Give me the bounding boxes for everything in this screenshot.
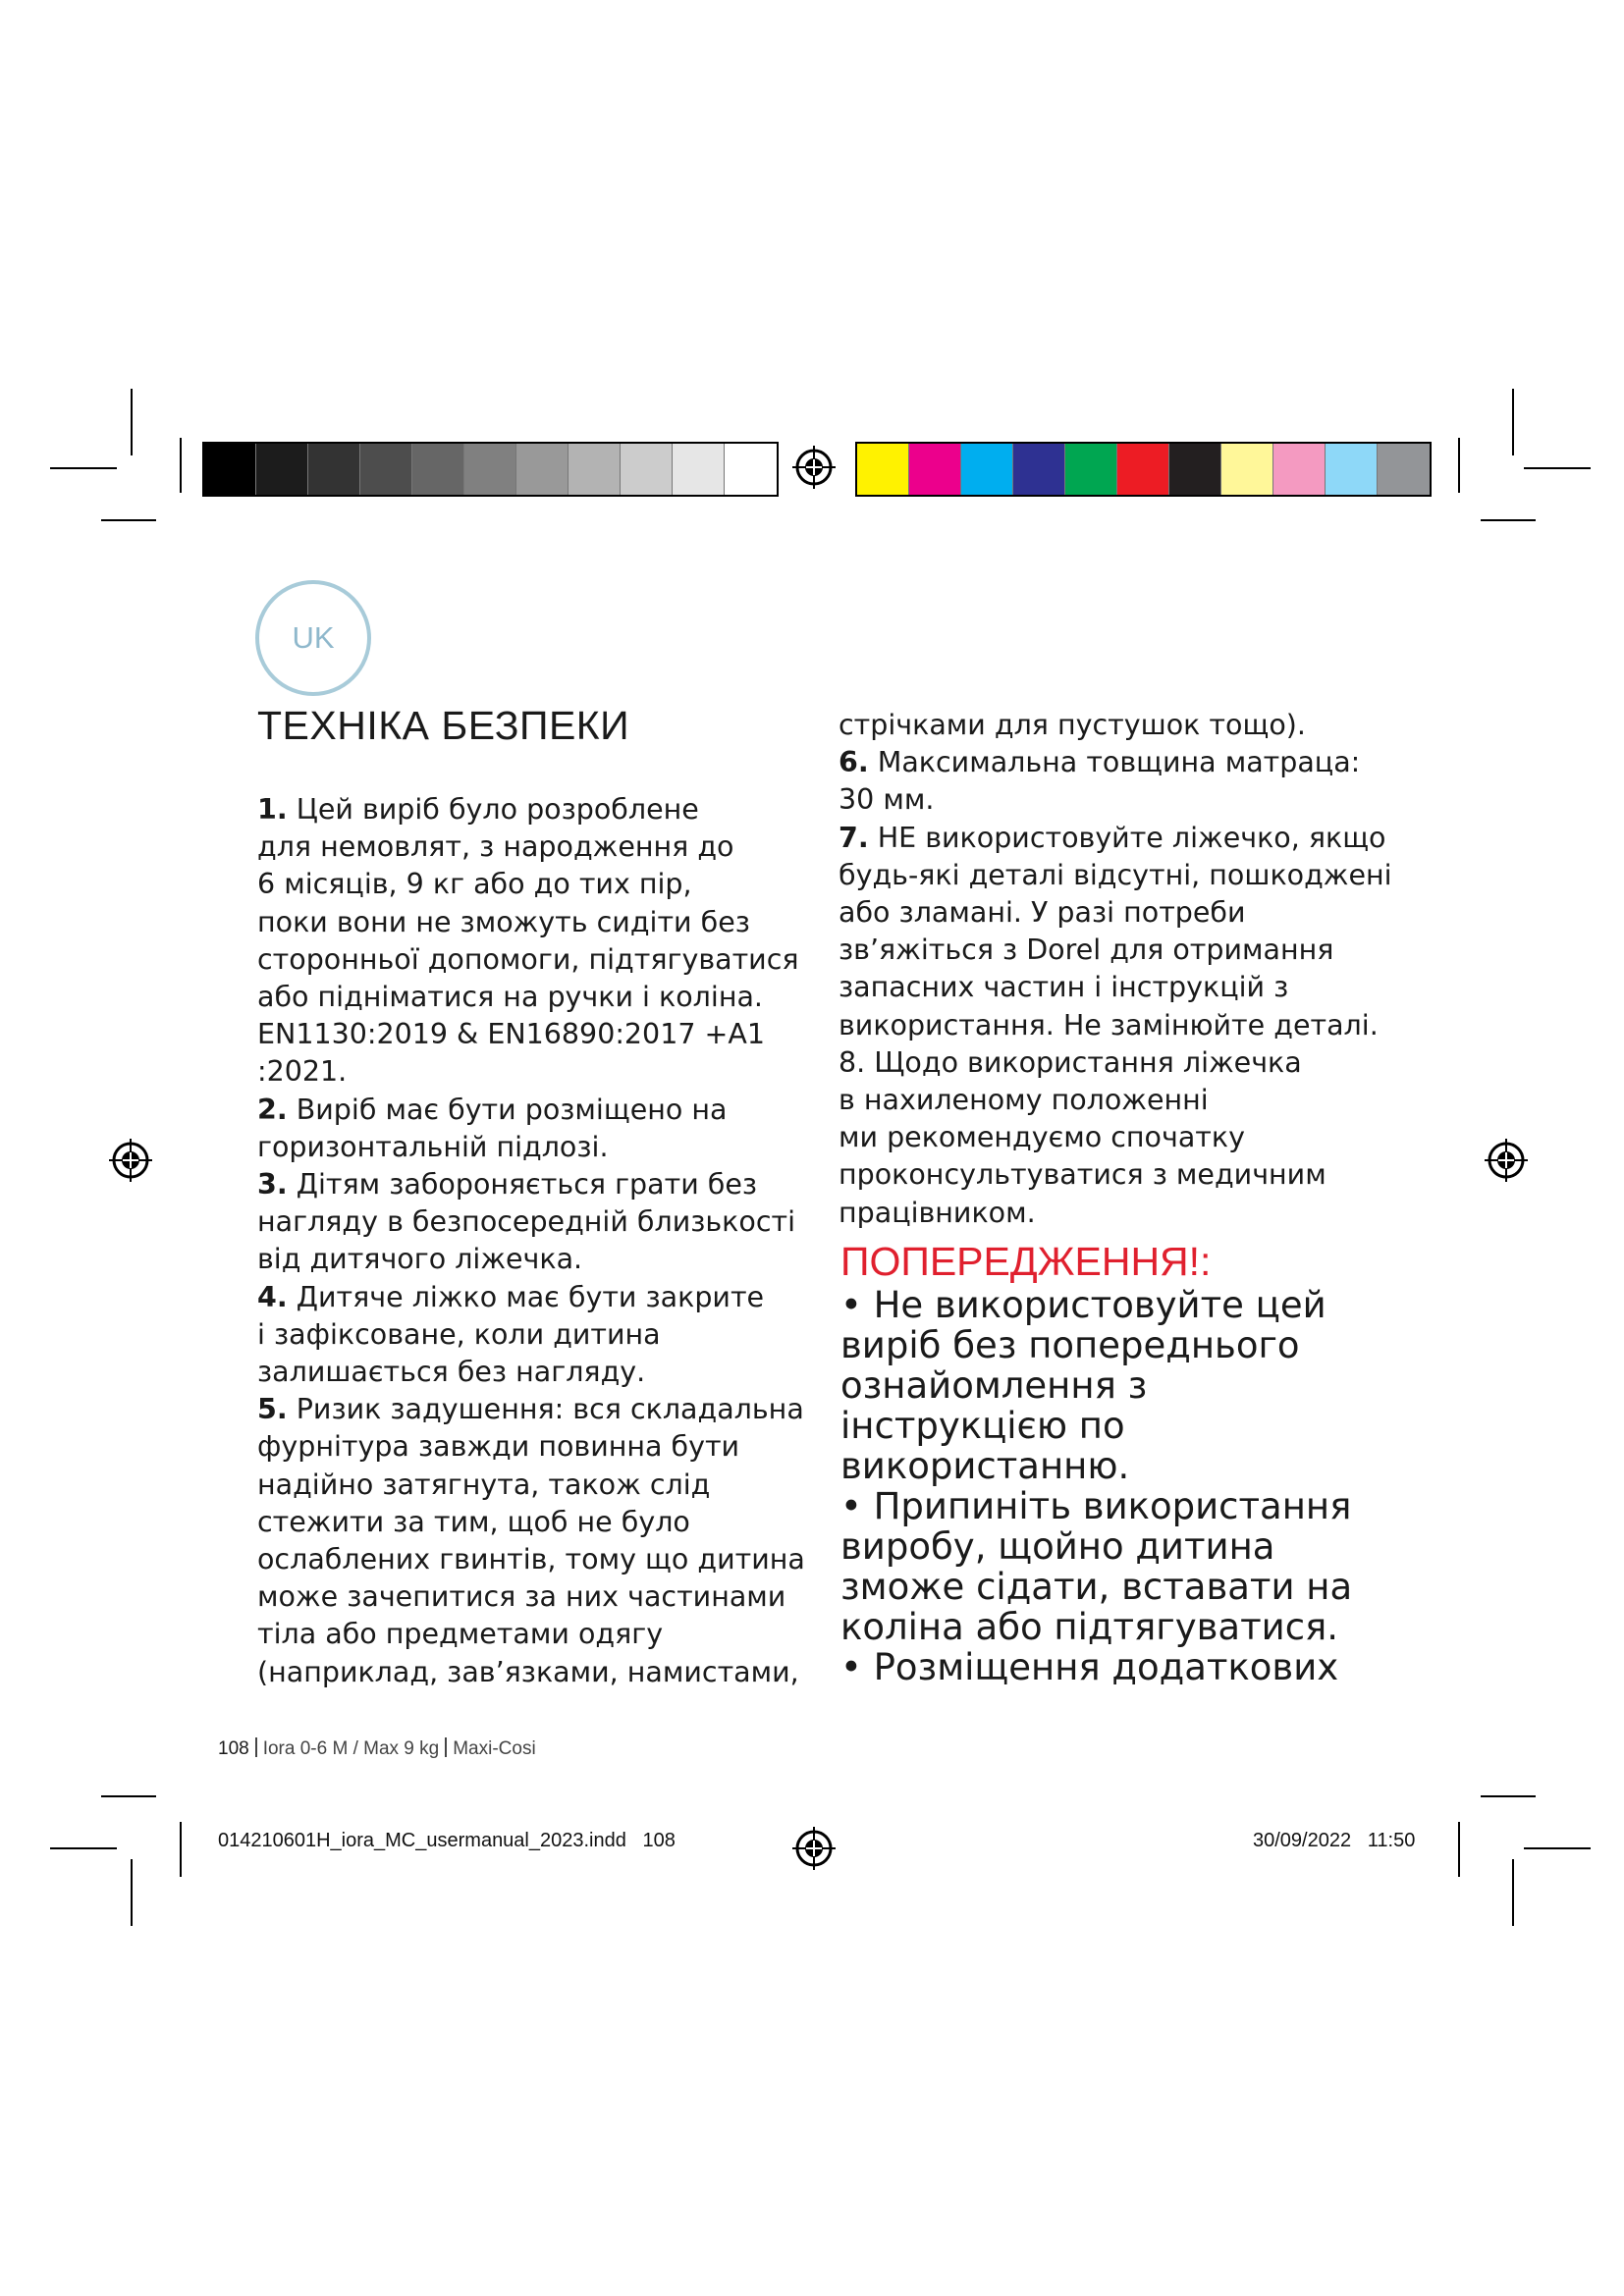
text-line bbox=[257, 1541, 805, 1578]
text-line bbox=[257, 1053, 805, 1091]
text-line bbox=[257, 1279, 805, 1316]
text-line bbox=[257, 1129, 805, 1166]
crop-mark-tl-h2 bbox=[101, 519, 156, 521]
crop-mark-tr-v bbox=[1512, 389, 1514, 455]
line-text: використання. Не замінюйте деталі. bbox=[839, 1008, 1379, 1041]
text-line bbox=[839, 707, 1392, 744]
text-line bbox=[257, 1428, 805, 1466]
text-line bbox=[257, 1316, 805, 1354]
grayscale-color-bar bbox=[202, 442, 779, 497]
text-line bbox=[839, 781, 1392, 819]
color-swatch bbox=[256, 444, 308, 495]
line-text: Ризик задушення: вся складальна bbox=[296, 1393, 804, 1426]
warning-line: коліна або підтягуватися. bbox=[840, 1606, 1339, 1648]
registration-mark-icon-top bbox=[790, 444, 838, 491]
text-line bbox=[257, 1203, 805, 1241]
line-text: зв’яжіться з Dorel для отримання bbox=[839, 934, 1334, 967]
line-text: поки вони не зможуть сидіти без bbox=[257, 905, 750, 938]
item-number: 6. bbox=[839, 746, 869, 779]
color-swatch bbox=[1117, 444, 1169, 495]
line-text: і зафіксоване, коли дитина bbox=[257, 1317, 661, 1351]
text-line bbox=[839, 969, 1392, 1006]
crop-mark-tr-h2 bbox=[1481, 519, 1536, 521]
color-swatch bbox=[568, 444, 621, 495]
text-line bbox=[839, 894, 1392, 932]
line-text: стежити за тим, щоб не було bbox=[257, 1505, 690, 1538]
crop-mark-tl-v2 bbox=[180, 438, 182, 493]
text-line bbox=[839, 1007, 1392, 1044]
crop-mark-br-v2 bbox=[1458, 1822, 1460, 1877]
slug-time: 11:50 bbox=[1367, 1830, 1416, 1851]
text-line bbox=[257, 1504, 805, 1541]
text-line bbox=[839, 1156, 1392, 1194]
warning-line: виробу, щойно дитина bbox=[840, 1525, 1275, 1568]
line-text: ми рекомендуємо спочатку bbox=[839, 1121, 1245, 1154]
text-line bbox=[257, 1578, 805, 1616]
text-line bbox=[257, 904, 805, 941]
line-text: фурнітура завжди повинна бути bbox=[257, 1430, 740, 1464]
footer-product: Iora 0-6 M / Max 9 kg bbox=[262, 1738, 440, 1759]
line-text: Цей виріб було розроблене bbox=[296, 793, 699, 826]
text-line bbox=[257, 1616, 805, 1653]
line-text: може зачепитися за них частинами bbox=[257, 1580, 786, 1614]
crop-mark-tl-v bbox=[131, 389, 133, 455]
crop-mark-tl-h bbox=[50, 467, 117, 469]
slug-page: 108 bbox=[642, 1830, 676, 1851]
line-text: :2021. bbox=[257, 1055, 348, 1089]
line-text: Виріб має бути розміщено на bbox=[296, 1093, 728, 1126]
line-text: НЕ використовуйте ліжечко, якщо bbox=[877, 821, 1386, 854]
right-text-column bbox=[839, 707, 1392, 1232]
item-number: 4. bbox=[257, 1280, 288, 1313]
text-line bbox=[257, 791, 805, 828]
color-swatch bbox=[1273, 444, 1326, 495]
crop-mark-br-h bbox=[1524, 1847, 1591, 1849]
warning-line: інструкцією по bbox=[840, 1405, 1125, 1447]
line-text: або зламані. У разі потреби bbox=[839, 896, 1246, 930]
color-swatch bbox=[857, 444, 909, 495]
process-color-bar bbox=[855, 442, 1432, 497]
line-text: Максимальна товщина матраца: bbox=[877, 746, 1361, 779]
registration-mark-icon-bottom bbox=[790, 1825, 838, 1872]
crop-mark-tr-h bbox=[1524, 467, 1591, 469]
line-text: ослаблених гвинтів, тому що дитина bbox=[257, 1543, 805, 1576]
color-swatch bbox=[961, 444, 1013, 495]
footer-divider bbox=[445, 1737, 447, 1757]
item-number: 1. bbox=[257, 793, 288, 826]
line-text: сторонньої допомоги, підтягуватися bbox=[257, 942, 799, 976]
text-line bbox=[839, 820, 1392, 857]
color-swatch bbox=[673, 444, 725, 495]
item-number: 5. bbox=[257, 1393, 288, 1426]
text-line bbox=[257, 1092, 805, 1129]
line-text: Дитяче ліжко має бути закрите bbox=[296, 1280, 765, 1313]
text-line bbox=[839, 744, 1392, 781]
color-swatch bbox=[1378, 444, 1430, 495]
line-text: будь-які деталі відсутні, пошкоджені bbox=[839, 858, 1392, 891]
warning-title: ПОПЕРЕДЖЕННЯ!: bbox=[840, 1239, 1212, 1284]
text-line bbox=[839, 1044, 1392, 1082]
text-line bbox=[257, 1354, 805, 1391]
color-swatch bbox=[1221, 444, 1273, 495]
crop-mark-br-h2 bbox=[1481, 1795, 1536, 1797]
text-line bbox=[839, 932, 1392, 969]
line-text: тіла або предметами одягу bbox=[257, 1618, 664, 1651]
text-line bbox=[257, 979, 805, 1016]
item-number: 2. bbox=[257, 1093, 288, 1126]
line-text: залишається без нагляду. bbox=[257, 1356, 646, 1389]
item-number: 7. bbox=[839, 821, 869, 854]
text-line bbox=[839, 857, 1392, 894]
color-swatch bbox=[516, 444, 568, 495]
crop-mark-br-v bbox=[1512, 1859, 1514, 1926]
color-swatch bbox=[464, 444, 516, 495]
color-swatch bbox=[1169, 444, 1221, 495]
line-text: запасних частин і інструкцій з bbox=[839, 971, 1289, 1004]
footer-divider bbox=[255, 1737, 257, 1757]
line-text: або підніматися на ручки і коліна. bbox=[257, 981, 763, 1014]
text-line bbox=[257, 1016, 805, 1053]
text-line bbox=[257, 1166, 805, 1203]
warning-line: ознайомлення з bbox=[840, 1364, 1148, 1407]
registration-mark-icon-right bbox=[1483, 1137, 1530, 1184]
line-text: 6 місяців, 9 кг або до тих пір, bbox=[257, 868, 692, 901]
line-text: від дитячого ліжечка. bbox=[257, 1243, 583, 1276]
page-title: ТЕХНІКА БЕЗПЕКИ bbox=[257, 703, 630, 748]
language-badge-label: UK bbox=[292, 620, 335, 655]
line-text: проконсультуватися з медичним bbox=[839, 1158, 1326, 1192]
color-swatch bbox=[909, 444, 961, 495]
item-number: 3. bbox=[257, 1168, 288, 1201]
line-text: горизонтальній підлозі. bbox=[257, 1130, 609, 1163]
page-number: 108 bbox=[218, 1738, 249, 1759]
registration-mark-icon-left bbox=[107, 1137, 154, 1184]
line-text: надійно затягнута, також слід bbox=[257, 1468, 711, 1501]
text-line bbox=[257, 1467, 805, 1504]
page-footer bbox=[218, 1737, 536, 1760]
color-swatch bbox=[308, 444, 360, 495]
footer-brand: Maxi-Cosi bbox=[453, 1738, 536, 1759]
warning-line: зможе сідати, вставати на bbox=[840, 1566, 1353, 1608]
crop-mark-bl-v bbox=[131, 1859, 133, 1926]
left-text-column bbox=[257, 791, 805, 1691]
slug-file-info bbox=[218, 1830, 676, 1852]
crop-mark-bl-v2 bbox=[180, 1822, 182, 1877]
color-swatch bbox=[621, 444, 673, 495]
crop-mark-bl-h2 bbox=[101, 1795, 156, 1797]
slug-timestamp bbox=[1253, 1830, 1415, 1852]
color-swatch bbox=[360, 444, 412, 495]
line-text: для немовлят, з народження до bbox=[257, 830, 734, 864]
crop-mark-tr-v2 bbox=[1458, 438, 1460, 493]
line-text: 8. Щодо використання ліжечка bbox=[839, 1045, 1302, 1079]
slug-date: 30/09/2022 bbox=[1253, 1830, 1352, 1851]
line-text: нагляду в безпосередній близькості bbox=[257, 1205, 796, 1239]
text-line bbox=[257, 1241, 805, 1278]
warning-line: • Припиніть використання bbox=[840, 1485, 1352, 1527]
color-swatch bbox=[412, 444, 464, 495]
warning-line: • Не використовуйте цей bbox=[840, 1284, 1326, 1326]
line-text: працівником. bbox=[839, 1196, 1036, 1229]
text-line bbox=[257, 1654, 805, 1691]
line-text: (наприклад, зав’язками, намистами, bbox=[257, 1655, 799, 1688]
color-swatch bbox=[1065, 444, 1117, 495]
warning-line: виріб без попереднього bbox=[840, 1324, 1300, 1366]
warning-line: • Розміщення додаткових bbox=[840, 1646, 1339, 1688]
warning-line: використанню. bbox=[840, 1445, 1130, 1487]
text-line bbox=[839, 1119, 1392, 1156]
color-swatch bbox=[1326, 444, 1378, 495]
line-text: Дітям забороняється грати без bbox=[296, 1168, 758, 1201]
text-line bbox=[839, 1082, 1392, 1119]
text-line bbox=[257, 941, 805, 979]
color-swatch bbox=[204, 444, 256, 495]
warning-text bbox=[840, 1285, 1352, 1687]
text-line bbox=[257, 828, 805, 866]
text-line bbox=[257, 866, 805, 903]
slug-file-name: 014210601H_iora_MC_usermanual_2023.indd bbox=[218, 1830, 626, 1851]
line-text: в нахиленому положенні bbox=[839, 1084, 1209, 1117]
crop-mark-bl-h bbox=[50, 1847, 117, 1849]
line-text: стрічками для пустушок тощо). bbox=[839, 709, 1306, 741]
color-swatch bbox=[725, 444, 777, 495]
text-line bbox=[257, 1391, 805, 1428]
color-swatch bbox=[1013, 444, 1065, 495]
line-text: EN1130:2019 & EN16890:2017 +A1 bbox=[257, 1018, 766, 1051]
line-text: 30 мм. bbox=[839, 783, 935, 817]
language-badge bbox=[255, 580, 371, 696]
text-line bbox=[839, 1195, 1392, 1232]
